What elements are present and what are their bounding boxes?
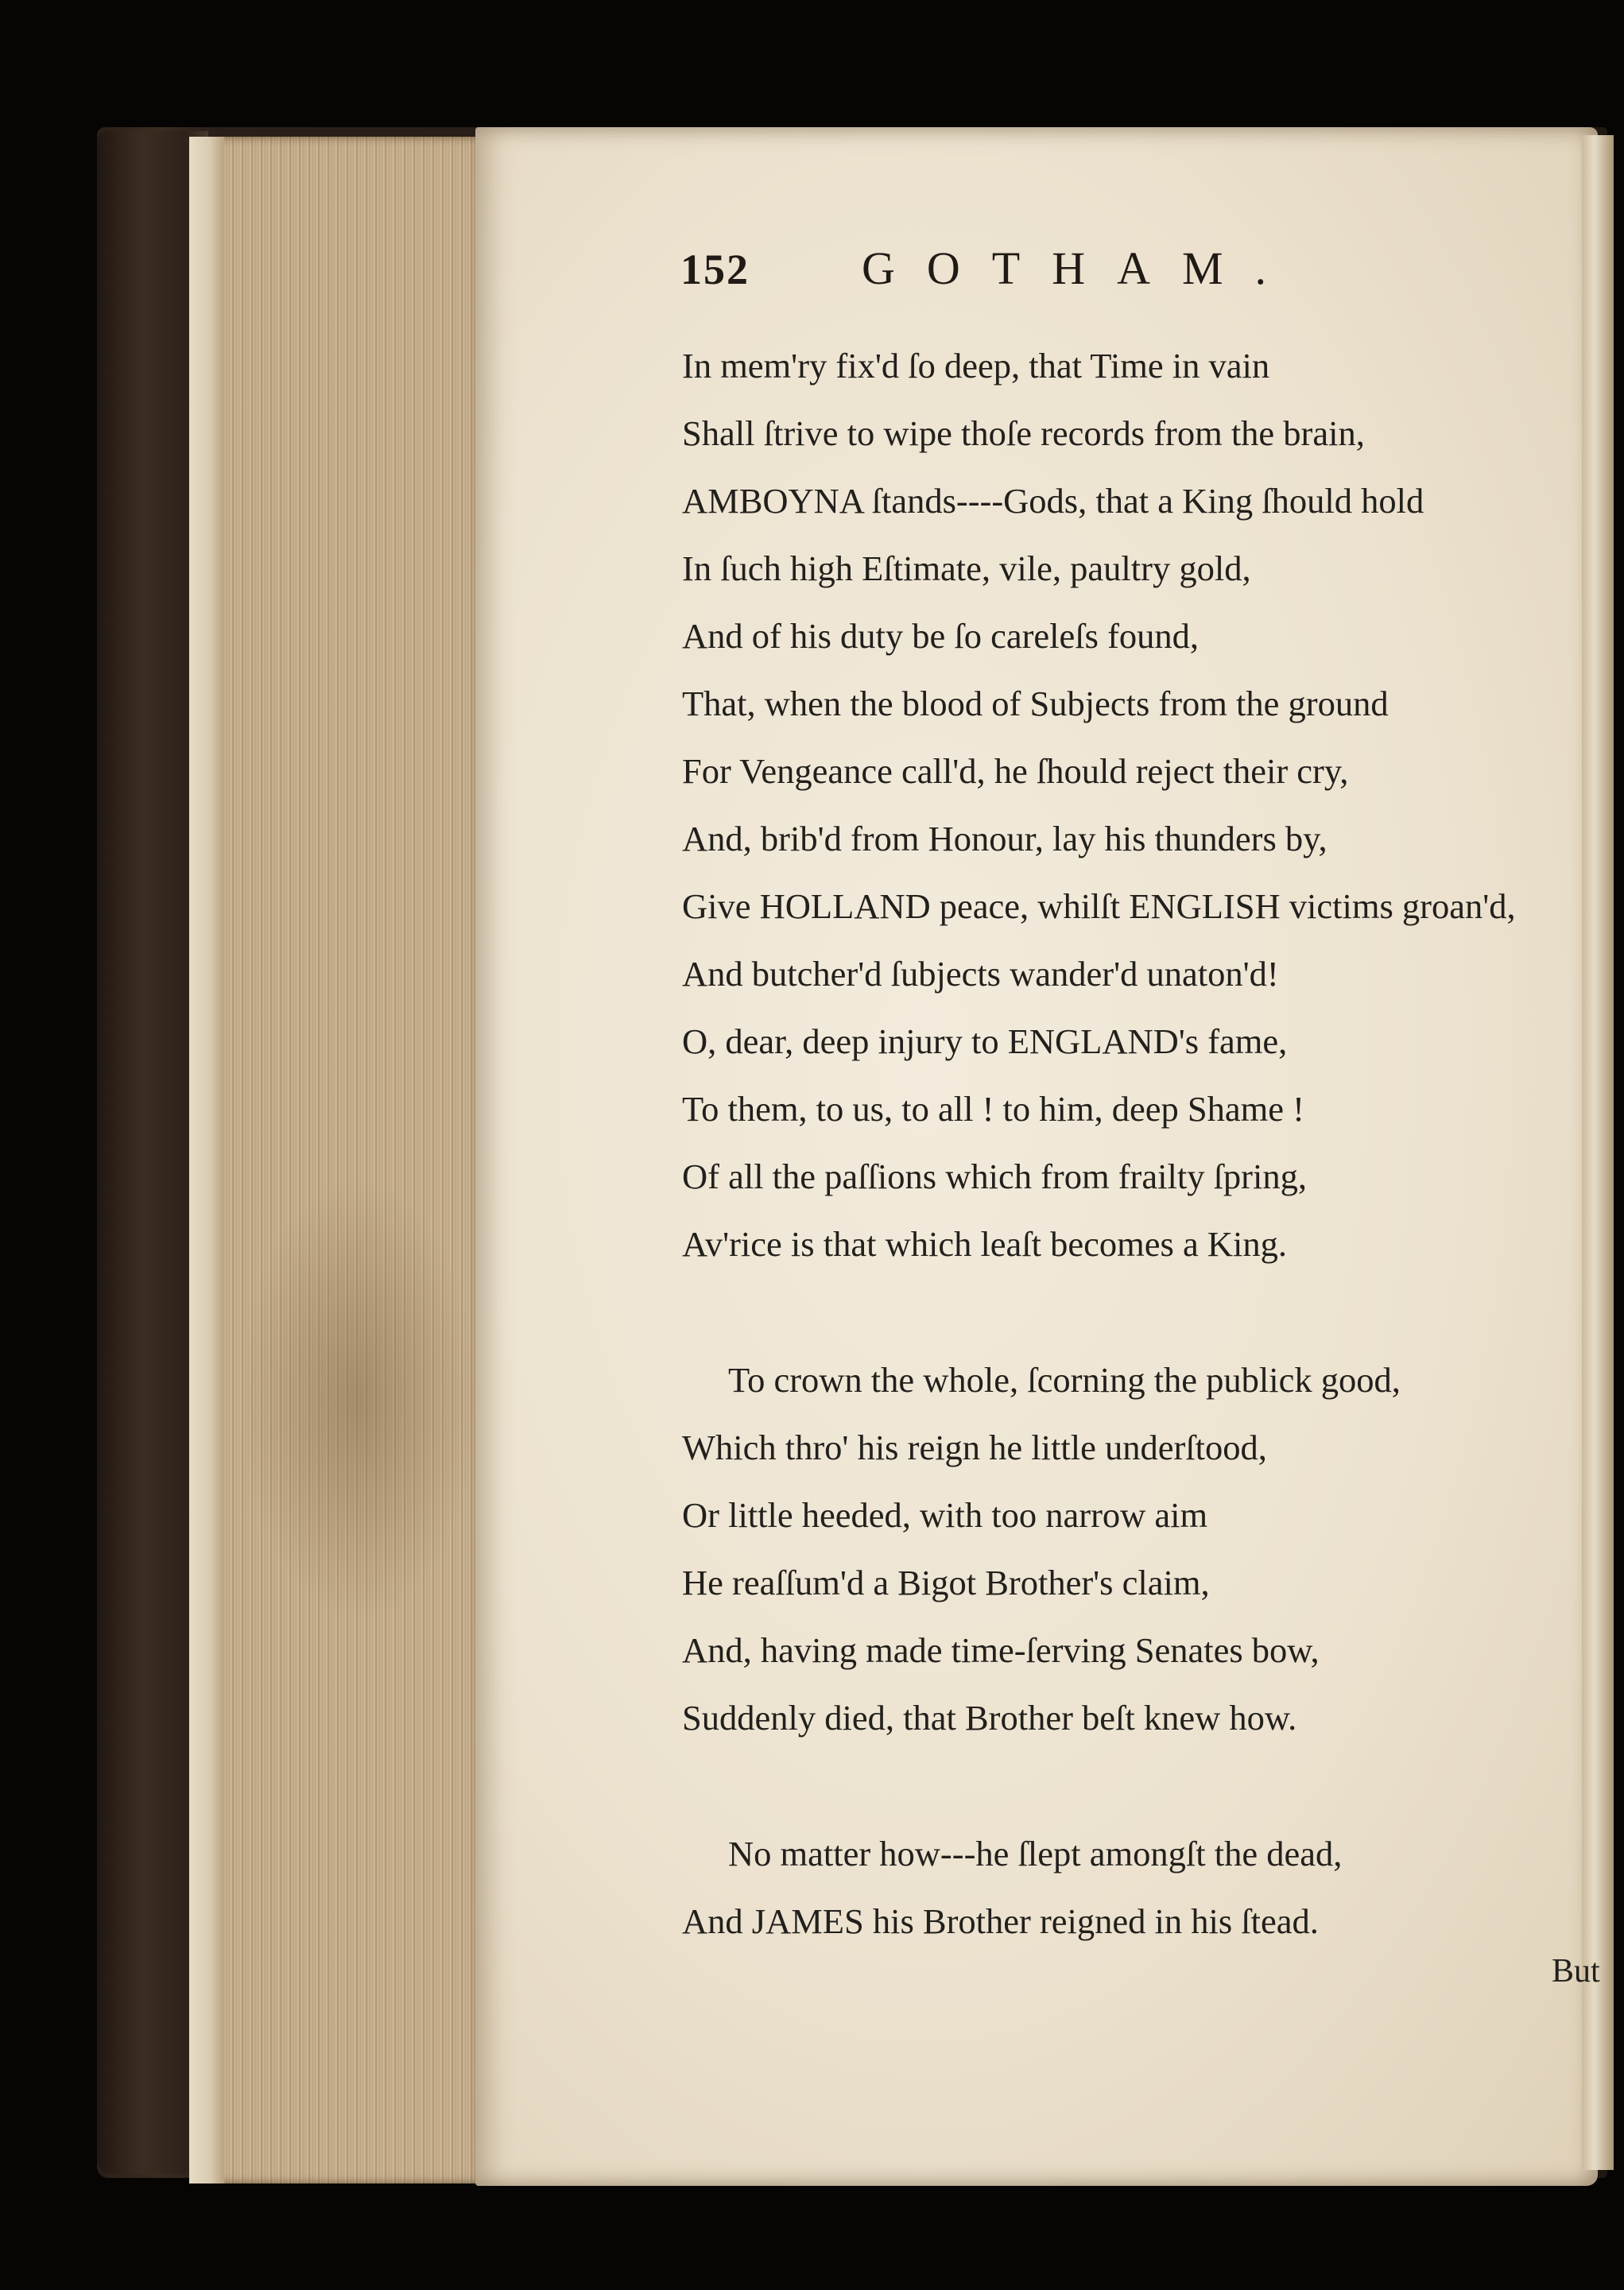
verse-line: AMBOYNA ſtands----Gods, that a King ſhould hold <box>682 481 1424 521</box>
stanza-2 <box>682 1346 1580 1752</box>
facing-page-edge <box>1582 135 1614 2170</box>
verse-line: He reaſſum'd a Bigot Brother's claim, <box>682 1563 1210 1602</box>
page-number: 152 <box>680 246 750 293</box>
verse-line: Av'rice is that which leaſt becomes a King. <box>682 1224 1287 1264</box>
verse-line: Or little heeded, with too narrow aim <box>682 1495 1208 1535</box>
verse-line: Of all the paſſions which from frailty ſpring, <box>682 1157 1307 1196</box>
verse-line: Which thro' his reign he little underſtood, <box>682 1428 1267 1467</box>
page-stack-margin <box>189 137 224 2183</box>
verse-line: To crown the whole, ſcorning the publick good, <box>728 1360 1401 1400</box>
verse-line: And of his duty be ſo careleſs found, <box>682 616 1200 656</box>
verse-line: Shall ſtrive to wipe thoſe records from the brain, <box>682 413 1365 453</box>
stanza-gap <box>682 1752 1580 1820</box>
verse-line: Suddenly died, that Brother beſt knew how. <box>682 1698 1297 1738</box>
verse-line: In ſuch high Eſtimate, vile, paultry gold, <box>682 548 1251 588</box>
verse-line: That, when the blood of Subjects from the ground <box>682 684 1389 723</box>
verse-line: To them, to us, to all ! to him, deep Shame ! <box>682 1089 1304 1129</box>
page-header <box>680 242 1380 308</box>
verse-line: In mem'ry fix'd ſo deep, that Time in vain <box>682 346 1270 386</box>
verse-line: No matter how---he ſlept amongſt the dead, <box>728 1834 1343 1873</box>
running-title: GOTHAM. <box>862 242 1299 294</box>
verse-line: And, brib'd from Honour, lay his thunders by, <box>682 819 1327 858</box>
catchword: But <box>1552 1953 1600 1990</box>
verse-line: For Vengeance call'd, he ſhould reject their cry, <box>682 751 1349 791</box>
verse-line: And JAMES his Brother reigned in his ſtead. <box>682 1901 1319 1941</box>
stanza-1 <box>682 332 1580 1278</box>
poem-text <box>682 332 1580 1955</box>
stanza-gap <box>682 1278 1580 1346</box>
verse-line: And, having made time-ſerving Senates bow, <box>682 1630 1320 1670</box>
page-fore-edge <box>189 137 483 2183</box>
paper-stain <box>238 1176 477 1622</box>
verse-line: Give HOLLAND peace, whilſt ENGLISH victims groan'd, <box>682 886 1516 926</box>
stanza-3 <box>682 1820 1580 1955</box>
verse-line: And butcher'd ſubjects wander'd unaton'd! <box>682 954 1279 994</box>
verse-line: O, dear, deep injury to ENGLAND's fame, <box>682 1021 1288 1061</box>
